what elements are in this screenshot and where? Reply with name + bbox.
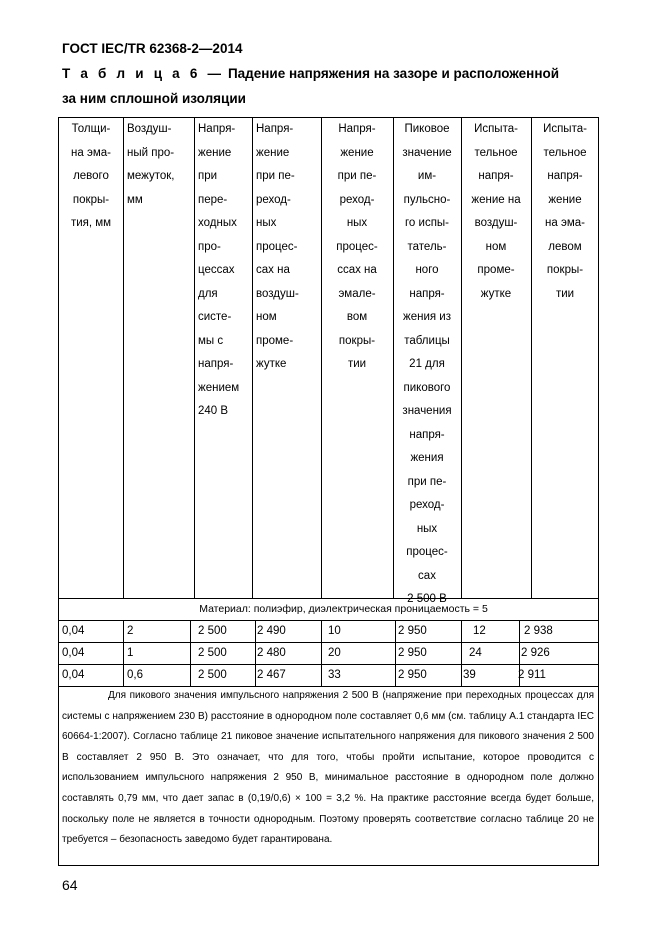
header-voltage-air-gap: Напря- жение при пе- реход- ных процес- сах на воздуш- ном проме- жутке <box>256 123 299 370</box>
table-cell: 0,04 <box>62 625 85 637</box>
header-test-voltage-enamel: Испыта- тельное напря- жение на эма- левом покры- тии <box>543 123 587 300</box>
table-cell: 0,6 <box>127 669 143 681</box>
table-note <box>62 686 594 851</box>
table-caption-label: Т а б л и ц а 6 — <box>62 66 225 81</box>
voltage-drop-table <box>58 117 599 866</box>
table-cell: 10 <box>328 625 341 637</box>
table-note-text: Для пикового значения импульсного напряжения 2 500 В (напряжение при переходных процессах для системы с напряжением 230 В) расстояние в однородном поле составляет 0,6 мм (см. таблицу А.1 стандарта IEC 60664-1:2007). Согласно таблице 21 пиковое значение испытательного напряжения для пикового значения 2 500 В составляет 2 950 В. Это означает, что для того, чтобы пройти испытание, которое проводится с использованием импульсного напряжения 2 950 В, минимальное расстояние в однородном поле должно составлять 0,79 мм, что дает запас в (0,19/0,6) × 100 = 3,2 %. На практике расстояние всегда будет больше, поскольку поле не является в точности однородным. Поэтому проверять соответствие согласно таблице 20 не требуется – безопасность заведомо будет гарантирована. <box>62 690 594 846</box>
table-cell: 2 467 <box>257 669 286 681</box>
table-cell: 12 <box>473 625 486 637</box>
table-cell: 0,04 <box>62 647 85 659</box>
standard-designation: ГОСТ IEC/TR 62368-2—2014 <box>62 41 243 56</box>
table-cell: 2 938 <box>524 625 553 637</box>
header-peak-impulse-test-voltage: Пиковое значение им- пульсно- го испы- татель- ного напря- жения из таблицы 21 для пикового значения напря- жения при пе- реход- ных процес- сах 2 500 В <box>402 123 452 605</box>
table-cell: 2 500 <box>198 647 227 659</box>
column-divider <box>461 620 462 686</box>
table-cell: 2 490 <box>257 625 286 637</box>
header-coating-thickness: Толщи- на эма- левого покры- тия, мм <box>70 123 112 229</box>
table-caption <box>62 66 559 81</box>
table-cell: 2 480 <box>257 647 286 659</box>
table-cell: 20 <box>328 647 341 659</box>
table-cell: 2 <box>127 625 134 637</box>
table-cell: 2 500 <box>198 669 227 681</box>
header-air-gap: Воздуш- ный про- межуток, мм <box>127 123 175 206</box>
table-caption-continuation: за ним сплошной изоляции <box>62 91 246 106</box>
table-cell: 0,04 <box>62 669 85 681</box>
column-divider <box>321 620 322 686</box>
table-cell: 1 <box>127 647 134 659</box>
material-row: Материал: полиэфир, диэлектрическая проницаемость = 5 <box>199 603 488 615</box>
table-cell: 2 950 <box>398 647 427 659</box>
column-divider <box>255 620 256 686</box>
table-caption-title: Падение напряжения на зазоре и расположенной <box>224 66 560 81</box>
table-cell: 24 <box>469 647 482 659</box>
column-divider <box>190 620 191 686</box>
page-number: 64 <box>62 877 78 893</box>
table-cell: 39 <box>463 669 476 681</box>
header-transient-voltage-240v: Напря- жение при пере- ходных про- цессах для систе- мы с напря- жением 240 В <box>198 123 240 417</box>
column-divider <box>395 620 396 686</box>
table-cell: 2 500 <box>198 625 227 637</box>
header-voltage-enamel: Напря- жение при пе- реход- ных процес- ссах на эмале- вом покры- тии <box>336 123 378 370</box>
table-cell: 2 926 <box>521 647 550 659</box>
table-cell: 2 950 <box>398 625 427 637</box>
header-test-voltage-air-gap: Испыта- тельное напря- жение на воздуш- ном проме- жутке <box>471 123 521 300</box>
table-cell: 2 911 <box>518 669 546 681</box>
table-cell: 33 <box>328 669 341 681</box>
table-cell: 2 950 <box>398 669 427 681</box>
column-divider <box>123 620 124 686</box>
